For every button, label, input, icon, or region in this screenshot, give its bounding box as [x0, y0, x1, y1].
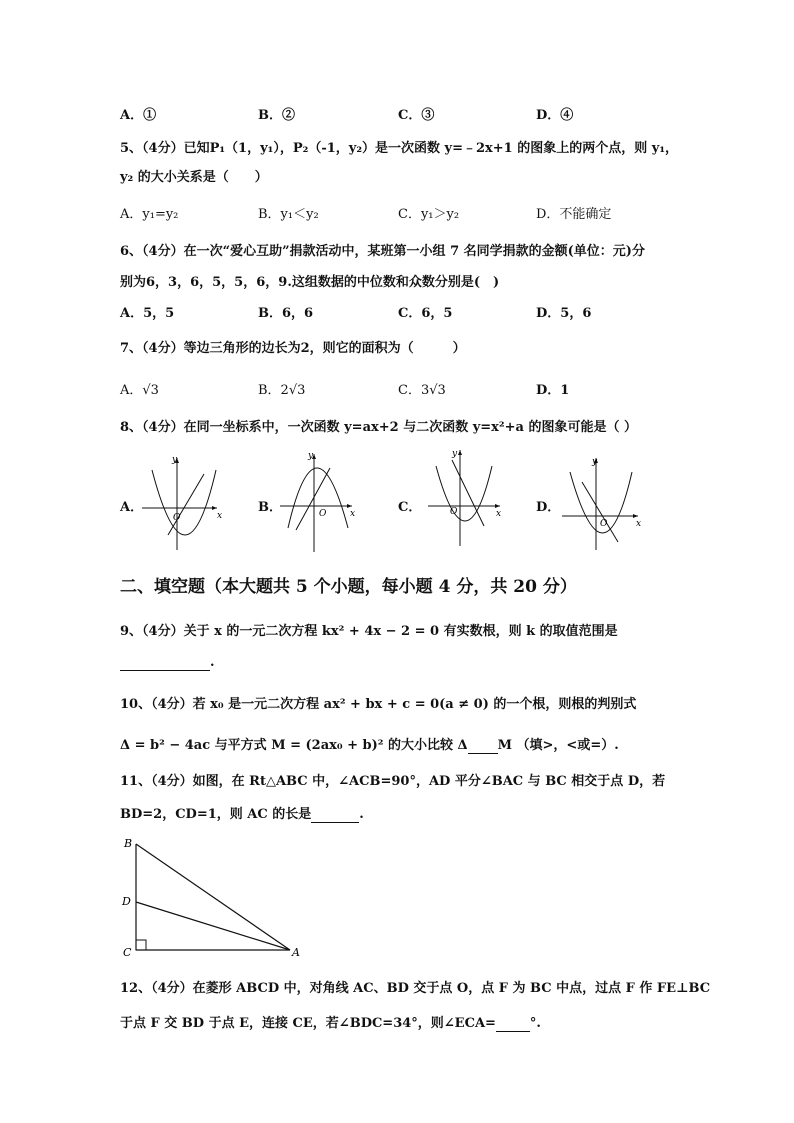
q10-answer-blank[interactable]: [468, 738, 498, 754]
q9-text-line2: .: [210, 655, 215, 670]
q10-line2: [120, 734, 619, 754]
q8-option-c: C．: [398, 500, 422, 515]
q8-b-origin-label: O: [319, 509, 327, 519]
q12-answer-blank[interactable]: [496, 1016, 530, 1032]
q8-d-x-label: x: [636, 519, 642, 529]
q8-b-y-label: y: [308, 451, 314, 461]
q8-graph-c: [428, 446, 518, 546]
q7-option-c: C．3√3: [398, 383, 446, 398]
q11-answer-blank[interactable]: [311, 807, 359, 823]
q7-text-line1: 7、（4分）等边三角形的边长为2，则它的面积为（ ）: [120, 341, 466, 356]
q5-option-d: D．不能确定: [536, 207, 612, 222]
q7-option-b: B．2√3: [258, 383, 306, 398]
q6-text-line2: 别为6，3，6，5，5，6，9.这组数据的中位数和众数分别是( ): [120, 275, 500, 290]
q8-graph-a: [142, 450, 232, 550]
q8-c-x-label: x: [496, 509, 502, 519]
q8-graph-b: [280, 448, 370, 552]
q8-d-origin-label: O: [600, 519, 608, 529]
q12-line2: [120, 1012, 541, 1032]
q8-option-d: D．: [536, 500, 561, 515]
q11-label-c: C: [123, 946, 132, 959]
q11-text-line2end: .: [359, 807, 364, 822]
q11-line2: [120, 803, 364, 823]
q8-b-x-label: x: [350, 509, 356, 519]
q12-text-line1: 12、（4分）在菱形 ABCD 中，对角线 AC、BD 交于点 O，点 F 为 BC 中点，过点 F 作 FE⊥BC: [120, 981, 711, 996]
q11-text-line2: BD=2，CD=1，则 AC 的长是: [120, 807, 312, 822]
q10-text-line2b: M （填>，<或=）.: [497, 738, 619, 753]
q6-option-d: D．5，6: [536, 306, 592, 321]
q9-text-line1: 9、（4分）关于 x 的一元二次方程 kx² + 4x − 2 = 0 有实数根，则 k 的取值范围是: [120, 624, 618, 639]
q8-option-b: B．: [258, 500, 282, 515]
q11-label-b: B: [124, 837, 133, 850]
q7-option-a: A．√3: [120, 383, 159, 398]
q6-option-a: A．5，5: [120, 306, 175, 321]
q7-option-d: D．1: [536, 383, 570, 398]
q12-text-line2b: °.: [529, 1016, 541, 1031]
q9-line2: [120, 655, 215, 671]
q11-text-line1: 11、（4分）如图，在 Rt△ABC 中，∠ACB=90°，AD 平分∠BAC 与 BC 相交于点 D，若: [120, 774, 666, 789]
q8-graph-d: [562, 454, 652, 550]
q8-a-x-label: x: [217, 511, 223, 521]
q8-a-y-label: y: [172, 455, 178, 465]
q11-label-a: A: [292, 946, 300, 959]
q11-triangle-figure: [118, 832, 308, 962]
q9-answer-blank[interactable]: [120, 655, 210, 671]
q4-option-d: D．④: [536, 108, 574, 123]
q6-option-b: B．6，6: [258, 306, 314, 321]
q6-option-c: C．6，5: [398, 306, 453, 321]
q6-text-line1: 6、（4分）在一次“爱心互助”捐款活动中，某班第一小组 7 名同学捐款的金额(单位：元)分: [120, 244, 645, 259]
q12-text-line2a: 于点 F 交 BD 于点 E，连接 CE，若∠BDC=34°，则∠ECA=: [120, 1016, 496, 1031]
q8-c-y-label: y: [452, 449, 458, 459]
q5-option-a: A．y₁=y₂: [120, 207, 179, 222]
q8-d-y-label: y: [592, 457, 598, 467]
q10-text-line1: 10、（4分）若 x₀ 是一元二次方程 ax² + bx + c = 0(a ≠ 0) 的一个根，则根的判别式: [120, 697, 637, 712]
q10-text-line2a: Δ = b² − 4ac 与平方式 M = (2ax₀ + b)² 的大小比较 Δ: [120, 738, 468, 753]
q5-option-c: C．y₁＞y₂: [398, 207, 460, 222]
q4-option-b: B．②: [258, 108, 295, 123]
q8-a-origin-label: O: [173, 513, 181, 523]
q8-text-line1: 8、（4分）在同一坐标系中，一次函数 y=ax+2 与二次函数 y=x²+a 的图象可能是（ ）: [120, 420, 637, 435]
q4-option-a: A．①: [120, 108, 157, 123]
q8-c-origin-label: O: [450, 507, 458, 517]
q4-option-c: C．③: [398, 108, 435, 123]
q11-label-d: D: [122, 895, 131, 908]
q5-text-line1: 5、（4分）已知P₁（1，y₁），P₂（-1，y₂）是一次函数 y=﹣2x+1 的图象上的两个点，则 y₁，: [120, 141, 679, 156]
section2-title: 二、填空题（本大题共 5 个小题，每小题 4 分，共 20 分）: [120, 577, 577, 597]
q5-text-line2: y₂ 的大小关系是（ ）: [120, 170, 268, 185]
q8-option-a: A．: [120, 500, 144, 515]
q5-option-b: B．y₁＜y₂: [258, 207, 319, 222]
